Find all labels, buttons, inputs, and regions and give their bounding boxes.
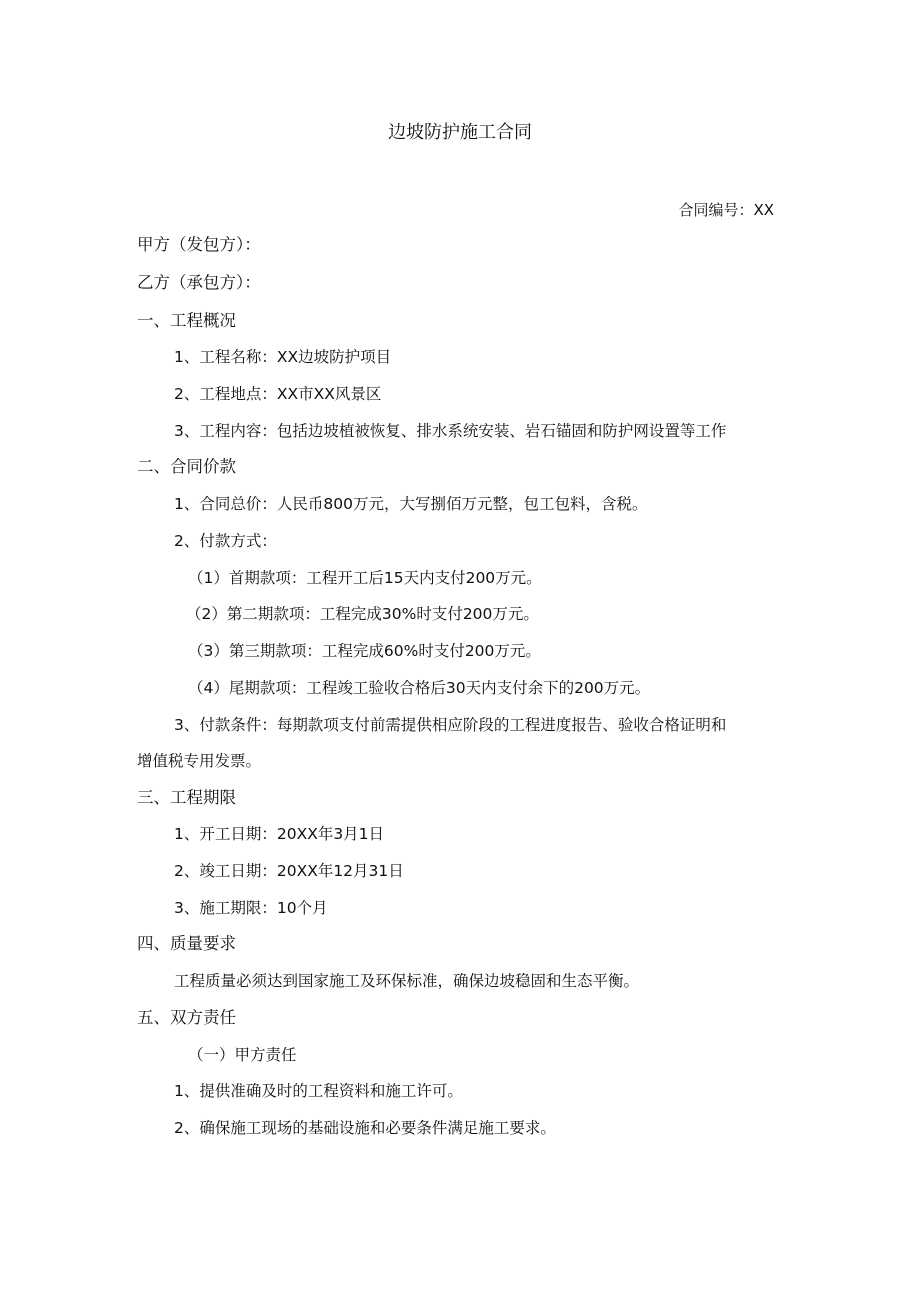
start-date-line: 1、开工日期：20XX年3月1日: [174, 825, 385, 843]
party-b-line: 乙方（承包方）：: [137, 273, 261, 292]
payment-installment-1: （1）首期款项：工程开工后15天内支付200万元。: [188, 569, 542, 587]
responsibility-item-2: 2、确保施工现场的基础设施和必要条件满足施工要求。: [174, 1119, 556, 1137]
contract-number: 合同编号：XX: [678, 201, 774, 219]
party-a-line: 甲方（发包方）：: [137, 235, 261, 254]
project-location-line: 2、工程地点：XX市XX风景区: [174, 385, 382, 403]
payment-installment-3: （3）第三期款项：工程完成60%时支付200万元。: [188, 642, 541, 660]
payment-method-line: 2、付款方式：: [174, 532, 277, 550]
section-heading-duration: 三、工程期限: [137, 788, 236, 807]
section-heading-responsibilities: 五、双方责任: [137, 1008, 236, 1027]
project-content-line: 3、工程内容：包括边坡植被恢复、排水系统安装、岩石锚固和防护网设置等工作: [174, 422, 727, 440]
completion-date-line: 2、竣工日期：20XX年12月31日: [174, 862, 404, 880]
section-heading-overview: 一、工程概况: [137, 311, 236, 330]
quality-requirement-body: 工程质量必须达到国家施工及环保标准，确保边坡稳固和生态平衡。: [174, 972, 640, 990]
payment-conditions-line: 3、付款条件：每期款项支付前需提供相应阶段的工程进度报告、验收合格证明和: [174, 716, 727, 734]
project-name-line: 1、工程名称：XX边坡防护项目: [174, 348, 392, 366]
construction-period-line: 3、施工期限：10个月: [174, 899, 328, 917]
party-a-responsibility-heading: （一）甲方责任: [188, 1046, 297, 1064]
total-price-line: 1、合同总价：人民币800万元，大写捌佰万元整，包工包料，含税。: [174, 495, 648, 513]
payment-conditions-continued: 增值税专用发票。: [137, 752, 262, 770]
section-heading-quality: 四、质量要求: [137, 934, 236, 953]
payment-installment-4: （4）尾期款项：工程竣工验收合格后30天内支付余下的200万元。: [188, 679, 651, 697]
payment-installment-2: （2）第二期款项：工程完成30%时支付200万元。: [186, 605, 539, 623]
responsibility-item-1: 1、提供准确及时的工程资料和施工许可。: [174, 1082, 463, 1100]
page-title: 边坡防护施工合同: [388, 122, 532, 143]
section-heading-price: 二、合同价款: [137, 457, 236, 476]
